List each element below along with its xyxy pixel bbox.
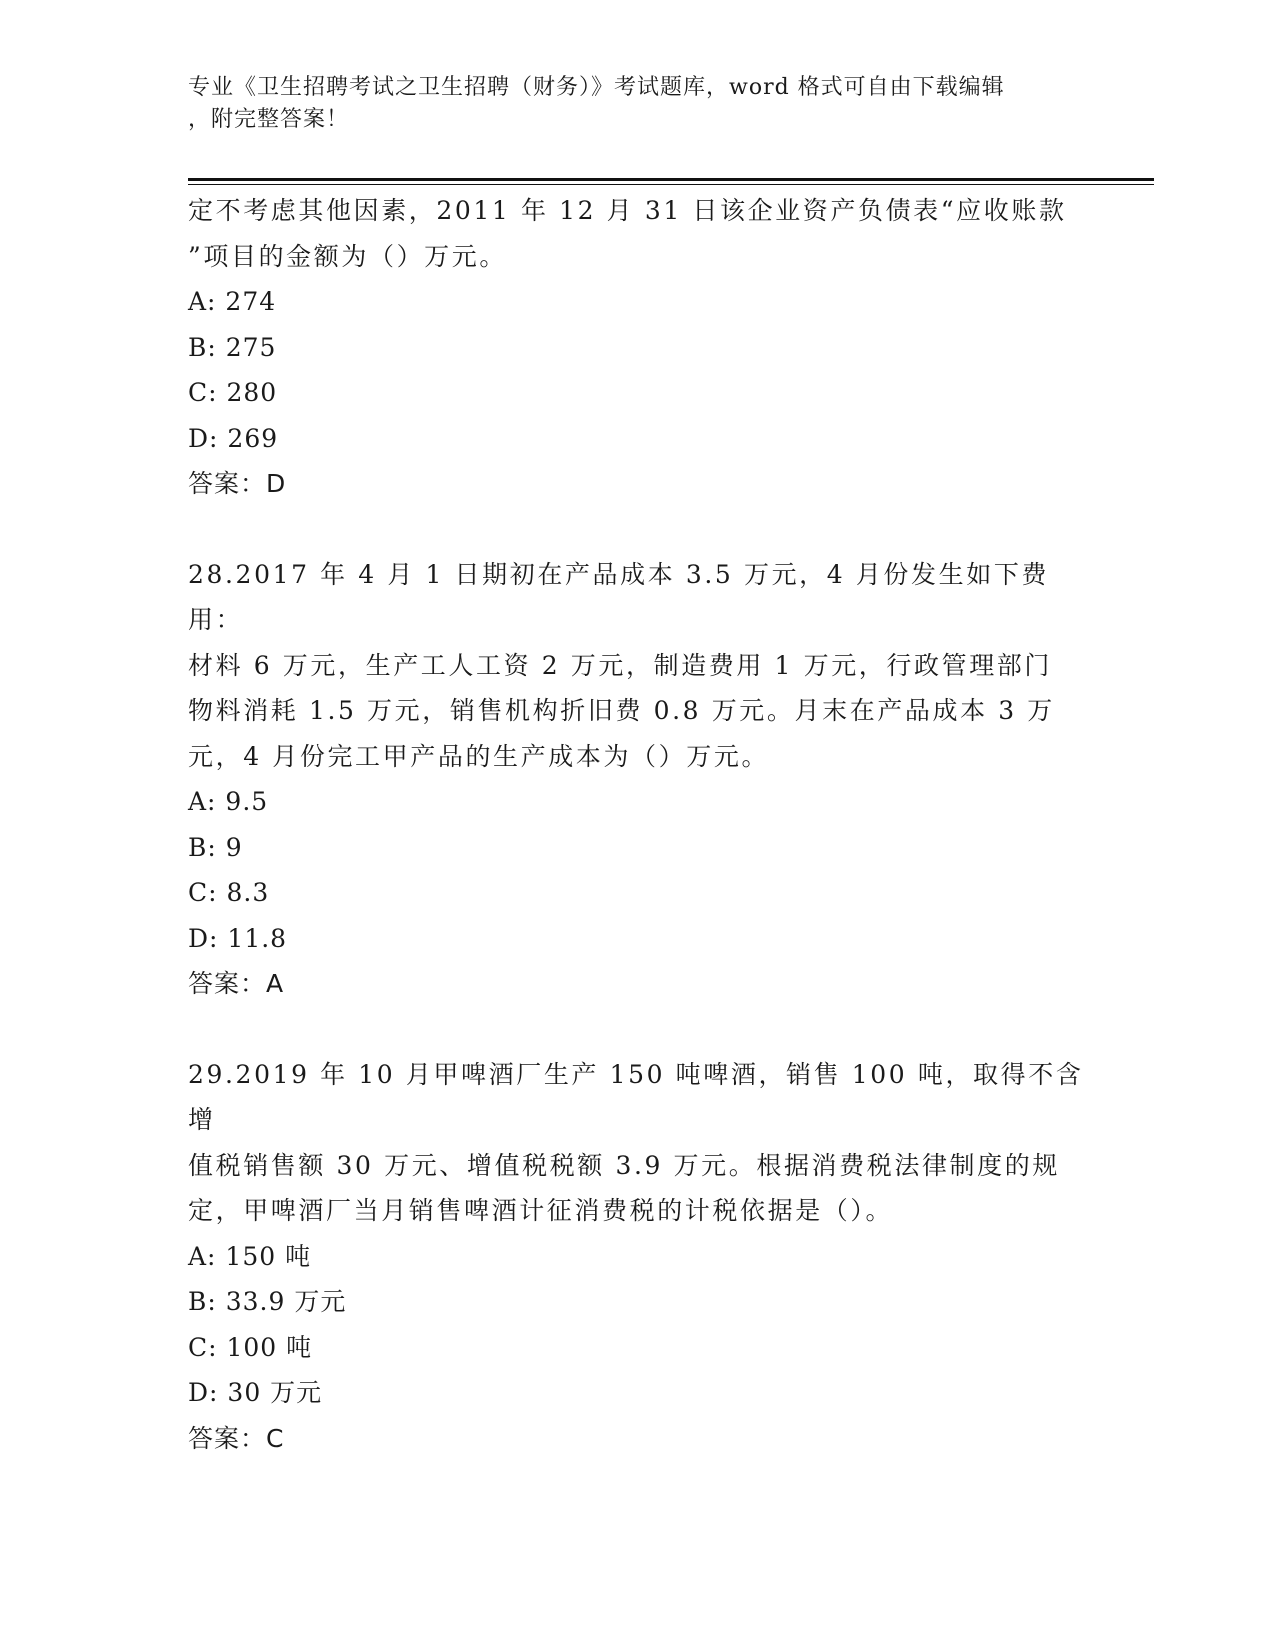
- option-b: B: 275: [188, 332, 277, 362]
- answer-line: 答案：D: [188, 469, 287, 498]
- option-c: C: 280: [188, 378, 278, 407]
- question-text-line: 定不考虑其他因素，2011 年 12 月 31 日该企业资产负债表“应收账款: [188, 196, 1067, 225]
- spacer: [188, 507, 1088, 552]
- question-text-line: 物料消耗 1.5 万元，销售机构折旧费 0.8 万元。月末在产品成本 3 万: [188, 696, 1055, 725]
- option-b: B: 9: [188, 832, 243, 862]
- option-a: A: 274: [188, 287, 277, 316]
- header-divider-thick: [188, 178, 1154, 181]
- answer-line: 答案：C: [188, 1423, 285, 1453]
- question-text-line: 元，4 月份完工甲产品的生产成本为（）万元。: [188, 741, 770, 771]
- option-a: A: 150 吨: [188, 1241, 312, 1271]
- question-text-line: 材料 6 万元，生产工人工资 2 万元，制造费用 1 万元，行政管理部门: [188, 650, 1053, 680]
- spacer: [188, 1007, 1088, 1052]
- option-d: D: 11.8: [188, 923, 288, 953]
- header-divider-thin: [188, 184, 1154, 185]
- question-text-line: 28.2017 年 4 月 1 日期初在产品成本 3.5 万元，4 月份发生如下费用：: [188, 559, 1050, 634]
- question-list: [188, 188, 1088, 1461]
- option-c: C: 100 吨: [188, 1332, 313, 1362]
- document-header: [188, 72, 1088, 136]
- question-text-line: 29.2019 年 10 月甲啤酒厂生产 150 吨啤酒，销售 100 吨，取得不含增: [188, 1059, 1084, 1134]
- option-a: A: 9.5: [188, 787, 269, 816]
- question-text-line: 定，甲啤酒厂当月销售啤酒计征消费税的计税依据是（）。: [188, 1196, 894, 1225]
- header-line-1: 专业《卫生招聘考试之卫生招聘（财务）》考试题库，word 格式可自由下载编辑: [188, 75, 1005, 100]
- question-28: [188, 552, 1088, 1007]
- question-27: [188, 188, 1088, 507]
- option-c: C: 8.3: [188, 878, 270, 907]
- option-d: D: 30 万元: [188, 1378, 323, 1407]
- option-b: B: 33.9 万元: [188, 1287, 347, 1316]
- question-text-line: 值税销售额 30 万元、增值税税额 3.9 万元。根据消费税法律制度的规: [188, 1150, 1060, 1180]
- option-d: D: 269: [188, 423, 279, 453]
- question-text-line: ”项目的金额为（）万元。: [188, 241, 507, 271]
- header-line-2: ，附完整答案！: [188, 107, 350, 132]
- answer-line: 答案：A: [188, 969, 285, 998]
- question-29: [188, 1052, 1088, 1462]
